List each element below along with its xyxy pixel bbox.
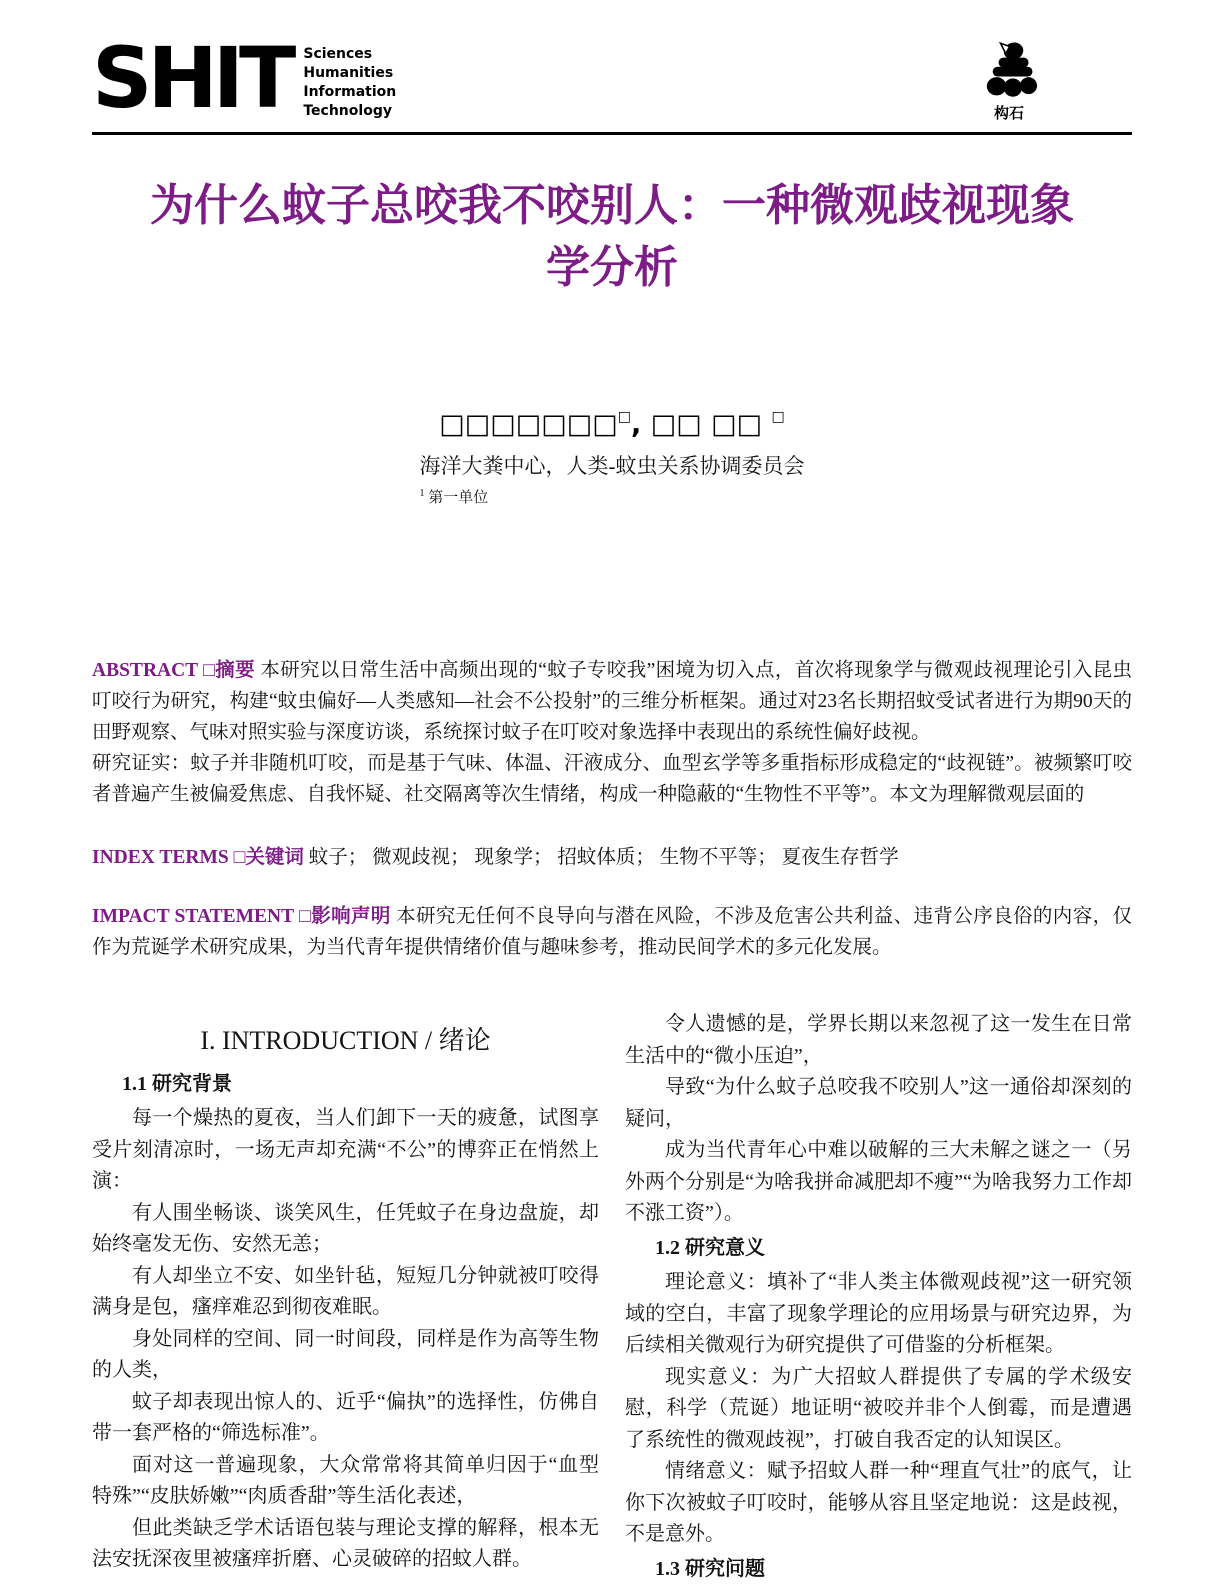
intro-paragraph: 但此类缺乏学术话语包装与理论支撑的解释，根本无法安抚深夜里被瘙痒折磨、心灵破碎的招蚊人群。	[92, 1516, 599, 1570]
impact-statement-text: 本研究无任何不良导向与潜在风险，不涉及危害公共利益、违背公序良俗的内容，仅作为荒诞学术研究成果，为当代青年提供情绪价值与趣味参考，推动民间学术的多元化发展。	[92, 906, 1132, 958]
authors-block	[0, 409, 1224, 507]
intro-paragraph: 理论意义：填补了“非人类主体微观歧视”这一研究领域的空白，丰富了现象学理论的应用场景与研究边界，为后续相关微观行为研究提供了可借鉴的分析框架。	[625, 1271, 1132, 1356]
impact-statement-label: IMPACT STATEMENT □影响声明	[92, 906, 391, 927]
author-group-2: □□ □□	[650, 409, 763, 440]
subsection-1-3-heading: 1.3 研究问题	[655, 1557, 765, 1580]
intro-paragraph: 导致“为什么蚊子总咬我不咬别人”这一通俗却深刻的疑问，	[625, 1076, 1132, 1130]
abstract-section	[92, 655, 1132, 810]
intro-paragraph: 成为当代青年心中难以破解的三大未解之谜之一（另外两个分别是“为啥我拼命减肥却不瘦”“为啥我努力工作却不涨工资”）。	[625, 1139, 1132, 1224]
affiliation-note-text: 第一单位	[424, 490, 489, 506]
author-group-1-superscript: □	[617, 409, 632, 425]
publisher-logo-label: 构石	[993, 104, 1024, 122]
journal-logo-word: SHIT	[92, 29, 292, 127]
author-group-1: □□□□□□□	[439, 409, 618, 440]
author-group-2-superscript: □	[771, 409, 785, 425]
intro-paragraph: 令人遗憾的是，学界长期以来忽视了这一发生在日常生活中的“微小压迫”，	[625, 1013, 1132, 1067]
intro-paragraph: 面对这一普遍现象，大众常常将其简单归因于“血型特殊”“皮肤娇嫩”“肉质香甜”等生活化表述，	[92, 1453, 599, 1507]
journal-logo-subtitle	[303, 40, 396, 121]
author-separator: ,	[631, 409, 651, 440]
journal-header	[0, 0, 1224, 127]
affiliation-block	[420, 450, 805, 507]
abstract-paragraph-1	[92, 655, 1132, 748]
abstract-label: ABSTRACT □摘要	[92, 660, 255, 681]
index-terms-label: INDEX TERMS □关键词	[92, 847, 304, 868]
authors-line	[0, 409, 1224, 440]
affiliation-note-superscript: 1	[419, 488, 425, 499]
intro-columns	[92, 1009, 1132, 1588]
intro-paragraph: 身处同样的空间、同一时间段，同样是作为高等生物的人类，	[92, 1327, 599, 1381]
logo-subtitle-line: Information	[303, 84, 397, 100]
intro-paragraph: 情绪意义：赋予招蚊人群一种“理直气壮”的底气，让你下次被蚊子叮咬时，能够从容且坚定地说：这是歧视，不是意外。	[625, 1460, 1132, 1545]
intro-left-column	[92, 1009, 599, 1588]
index-terms-text: 蚊子； 微观歧视； 现象学； 招蚊体质； 生物不平等； 夏夜生存哲学	[308, 847, 899, 868]
impact-statement-section	[92, 901, 1132, 963]
abstract-text-1: 本研究以日常生活中高频出现的“蚊子专咬我”困境为切入点，首次将现象学与微观歧视理论引入昆虫叮咬行为研究，构建“蚊虫偏好—人类感知—社会不公投射”的三维分析框架。通过对23名长期招蚊受试者进行为期90天的田野观察、气味对照实验与深度访谈，系统探讨蚊子在叮咬对象选择中表现出的系统性偏好歧视。	[92, 660, 1133, 743]
paper-title: 为什么蚊子总咬我不咬别人：一种微观歧视现象学分析	[150, 181, 1074, 292]
subsection-1-2-heading: 1.2 研究意义	[655, 1236, 765, 1259]
logo-subtitle-line: Technology	[303, 103, 392, 119]
rock-cairn-icon	[944, 40, 1074, 100]
subsection-1-1-heading: 1.1 研究背景	[122, 1072, 232, 1095]
intro-paragraph: 每一个燥热的夏夜，当人们卸下一天的疲惫，试图享受片刻清凉时，一场无声却充满“不公”的博弈正在悄然上演：	[92, 1107, 599, 1192]
impact-statement-line	[92, 901, 1132, 963]
affiliation: 海洋大粪中心，人类-蚊虫关系协调委员会	[419, 454, 805, 478]
publisher-logo	[944, 40, 1074, 123]
intro-paragraph: 现实意义：为广大招蚊人群提供了专属的学术级安慰，科学（荒诞）地证明“被咬并非个人倒霉，而是遭遇了系统性的微观歧视”，打破自我否定的认知误区。	[625, 1365, 1132, 1451]
affiliation-note	[420, 486, 805, 507]
intro-paragraph: 蚊子却表现出惊人的、近乎“偏执”的选择性，仿佛自带一套严格的“筛选标准”。	[92, 1390, 599, 1444]
introduction-heading: I. INTRODUCTION / 绪论	[200, 1026, 491, 1055]
abstract-paragraph-2: 研究证实：蚊子并非随机叮咬，而是基于气味、体温、汗液成分、血型玄学等多重指标形成稳定的“歧视链”。被频繁叮咬者普遍产生被偏爱焦虑、自我怀疑、社交隔离等次生情绪，构成一种隐蔽的“生物性不平等”。本文为理解微观层面的	[92, 753, 1132, 805]
header-rule	[92, 132, 1132, 135]
intro-paragraph: 有人却坐立不安、如坐针毡，短短几分钟就被叮咬得满身是包，瘙痒难忍到彻夜难眠。	[92, 1264, 599, 1318]
logo-subtitle-line: Humanities	[303, 65, 394, 81]
logo-subtitle-line: Sciences	[303, 46, 373, 62]
intro-paragraph: 有人围坐畅谈、谈笑风生，任凭蚊子在身边盘旋，却始终毫发无伤、安然无恙；	[92, 1201, 599, 1255]
index-terms-line	[92, 842, 1132, 873]
index-terms-section	[92, 842, 1132, 873]
intro-right-column	[625, 1009, 1132, 1588]
journal-logo	[92, 29, 397, 127]
